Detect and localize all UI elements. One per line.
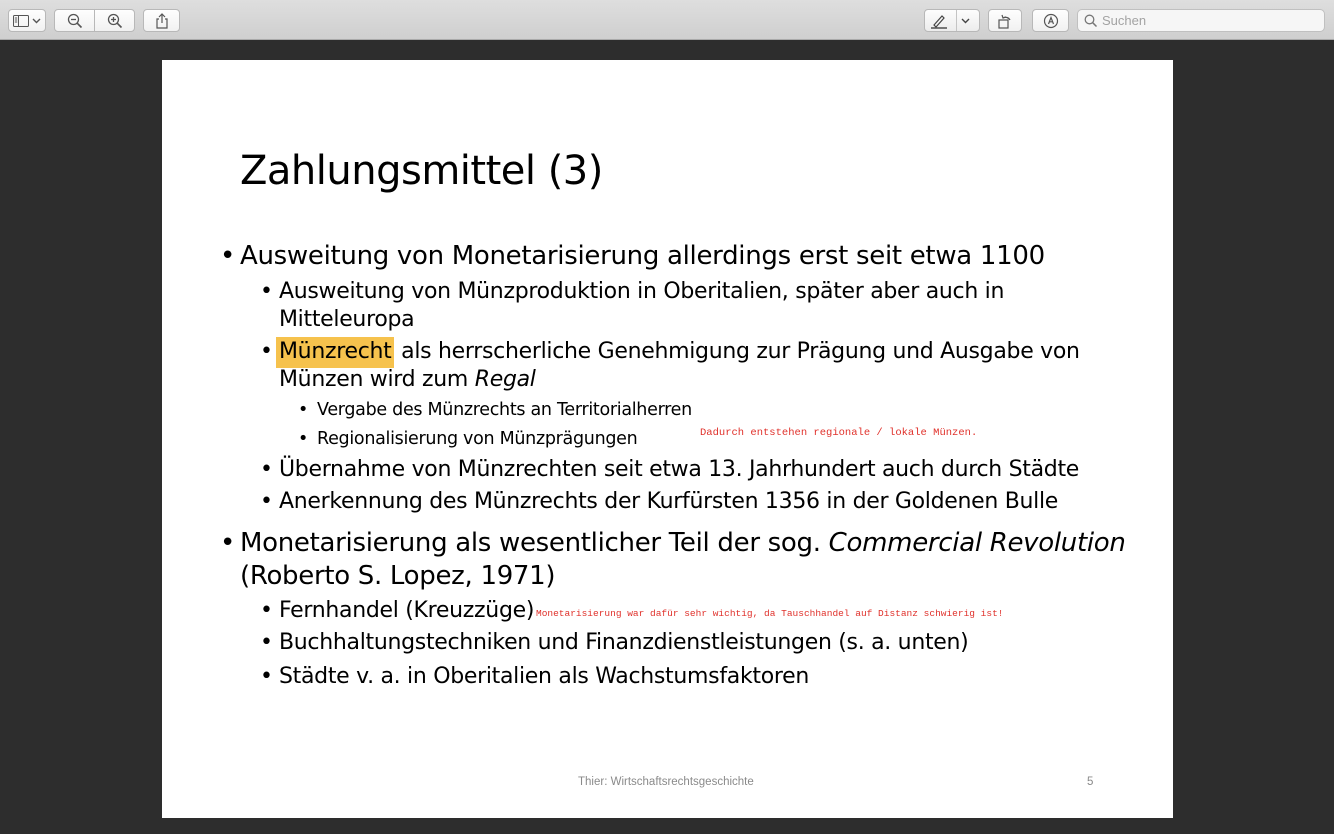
bullet-l1-monetarisierung: Ausweitung von Monetarisierung allerdings erst seit etwa 1100 bbox=[240, 241, 1045, 271]
bullet-marker: • bbox=[260, 457, 273, 482]
highlighted-text: Münzrecht bbox=[276, 337, 394, 368]
rotate-button[interactable] bbox=[988, 9, 1022, 32]
zoom-in-button[interactable] bbox=[94, 9, 135, 32]
sidebar-icon bbox=[13, 15, 29, 27]
bullet-l2-muenzproduktion-cont: Mitteleuropa bbox=[279, 307, 415, 332]
bullet-marker: • bbox=[260, 598, 273, 623]
bullet-marker: • bbox=[298, 400, 309, 420]
bullet-marker: • bbox=[260, 664, 273, 689]
bullet-l3-vergabe: Vergabe des Münzrechts an Territorialherren bbox=[317, 400, 692, 420]
zoom-out-icon bbox=[67, 13, 83, 29]
document-page bbox=[162, 60, 1173, 818]
bullet-l2-staedte: Städte v. a. in Oberitalien als Wachstumsfaktoren bbox=[279, 664, 810, 689]
markup-pen-icon bbox=[930, 13, 948, 29]
bullet-l2-anerkennung: Anerkennung des Münzrechts der Kurfürsten 1356 in der Goldenen Bulle bbox=[279, 489, 1059, 514]
bullet-l1-commercial-revolution bbox=[240, 528, 1126, 558]
bullet-marker: • bbox=[220, 528, 236, 558]
annotation-note[interactable]: Monetarisierung war dafür sehr wichtig, da Tauschhandel auf Distanz schwierig ist! bbox=[536, 608, 1004, 619]
bullet-l2-fernhandel: Fernhandel (Kreuzzüge) bbox=[279, 598, 535, 623]
zoom-in-icon bbox=[107, 13, 123, 29]
text-run: Münzen wird zum bbox=[279, 367, 475, 392]
markup-button[interactable] bbox=[924, 9, 980, 32]
bullet-l2-muenzproduktion: Ausweitung von Münzproduktion in Oberitalien, später aber auch in bbox=[279, 279, 1005, 304]
bullet-l2-buchhaltung: Buchhaltungstechniken und Finanzdienstleistungen (s. a. unten) bbox=[279, 630, 969, 655]
bullet-marker: • bbox=[220, 241, 236, 271]
bullet-l2-uebernahme: Übernahme von Münzrechten seit etwa 13. Jahrhundert auch durch Städte bbox=[279, 457, 1080, 482]
share-icon bbox=[155, 13, 169, 29]
bullet-l3-regionalisierung: Regionalisierung von Münzprägungen bbox=[317, 429, 638, 449]
share-button[interactable] bbox=[143, 9, 180, 32]
bullet-marker: • bbox=[298, 429, 309, 449]
chevron-down-icon[interactable] bbox=[961, 18, 970, 24]
annotate-icon bbox=[1043, 13, 1059, 29]
search-input[interactable] bbox=[1098, 13, 1317, 28]
zoom-out-button[interactable] bbox=[54, 9, 95, 32]
chevron-down-icon bbox=[32, 18, 41, 24]
annotation-note[interactable]: Dadurch entstehen regionale / lokale Münzen. bbox=[700, 427, 978, 439]
bullet-marker: • bbox=[260, 630, 273, 655]
italic-term: Regal bbox=[474, 367, 536, 392]
slide-footer: Thier: Wirtschaftsrechtsgeschichte bbox=[578, 776, 754, 788]
italic-term: Commercial Revolution bbox=[828, 528, 1126, 558]
bullet-marker: • bbox=[260, 489, 273, 514]
search-field[interactable] bbox=[1077, 9, 1325, 32]
bullet-marker: • bbox=[260, 279, 273, 304]
bullet-marker: • bbox=[260, 339, 273, 364]
bullet-l1-commercial-revolution-cont: (Roberto S. Lopez, 1971) bbox=[240, 561, 556, 591]
page-number: 5 bbox=[1087, 776, 1094, 788]
slide-title: Zahlungsmittel (3) bbox=[240, 148, 603, 194]
toolbar bbox=[0, 0, 1334, 40]
sidebar-view-button[interactable] bbox=[8, 9, 46, 32]
text-run: Monetarisierung als wesentlicher Teil der sog. bbox=[240, 528, 829, 558]
annotate-button[interactable] bbox=[1032, 9, 1069, 32]
text-run: als herrscherliche Genehmigung zur Prägung und Ausgabe von bbox=[394, 339, 1080, 364]
bullet-l2-muenzrecht bbox=[279, 339, 1080, 364]
bullet-l2-muenzrecht-cont bbox=[279, 367, 536, 392]
search-icon bbox=[1084, 14, 1098, 28]
rotate-icon bbox=[997, 13, 1013, 29]
